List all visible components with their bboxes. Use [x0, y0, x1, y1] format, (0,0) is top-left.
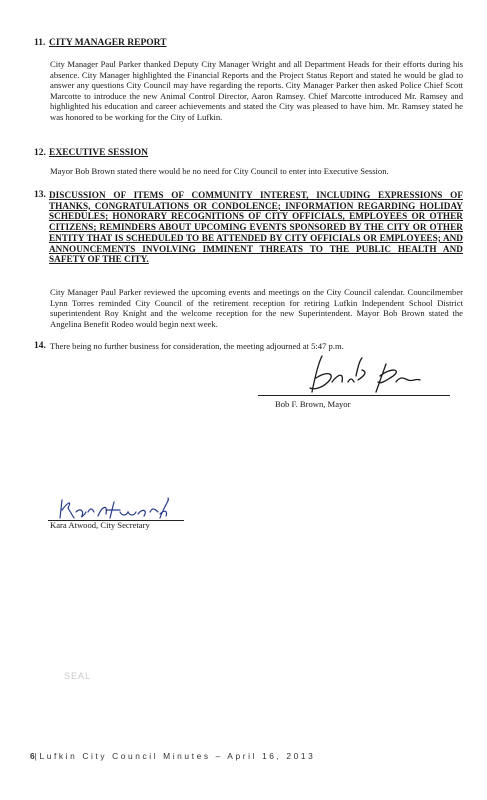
section-title: EXECUTIVE SESSION — [49, 148, 148, 158]
section-12-body: Mayor Bob Brown stated there would be no need for City Council to enter into Executive Session. — [50, 166, 389, 176]
seal-stamp: SEAL — [64, 671, 92, 681]
section-number: 11. — [34, 38, 46, 48]
section-14-body: There being no further business for consideration, the meeting adjourned at 5:47 p.m. — [50, 341, 344, 351]
page-footer — [30, 751, 315, 761]
section-number: 14. — [34, 341, 46, 351]
secretary-name: Kara Atwood, City Secretary — [50, 520, 150, 530]
footer-separator: | — [34, 751, 40, 761]
section-13-body: City Manager Paul Parker reviewed the upcoming events and meetings on the City Council calendar. Councilmember Lynn Torres reminded City Council of the retirement reception for retiring Lufkin Independent School District superintendent Roy Knight and the welcome reception for the new Superintendent. Mayor Bob Brown stated the Angelina Benefit Rodeo would begin next week. — [50, 287, 463, 329]
section-number: 12. — [34, 148, 46, 158]
footer-text: Lufkin City Council Minutes – April 16, 2013 — [39, 751, 316, 761]
section-title: CITY MANAGER REPORT — [49, 38, 167, 48]
section-number: 13. — [34, 190, 46, 200]
section-13-heading — [34, 190, 464, 275]
section-11-heading — [34, 38, 454, 50]
section-11-body: City Manager Paul Parker thanked Deputy City Manager Wright and all Department Heads for their efforts during his absence. City Manager highlighted the Financial Reports and the Project Status Report and stated he would be glad to answer any questions City Council may have regarding the reports. City Manager Parker then asked Police Chief Scott Marcotte to introduce the new Animal Control Director, Aaron Ramsey. Chief Marcotte introduced Mr. Ramsey and highlighted his education and career achievements and stated the City was pleased to have him. Mr. Ramsey stated he was honored to be working for the City of Lufkin. — [50, 59, 463, 122]
section-12-heading — [34, 148, 454, 160]
section-title: DISCUSSION OF ITEMS OF COMMUNITY INTEREST, INCLUDING EXPRESSIONS OF THANKS, CONGRATULATIONS OR CONDOLENCE; INFORMATION REGARDING HOLIDAY SCHEDULES; HONORARY RECOGNITIONS OF CITY OFFICIALS, EMPLOYEES OR OTHER CITIZENS; REMINDERS ABOUT UPCOMING EVENTS SPONSORED BY THE CITY OR OTHER ENTITY THAT IS SCHEDULED TO BE ATTENDED BY CITY OFFICIALS OR EMPLOYEES; AND ANNOUNCEMENTS INVOLVING IMMINENT THREATS TO THE PUBLIC HEALTH AND SAFETY OF THE CITY. — [49, 190, 463, 265]
page-number: 6 — [30, 751, 35, 761]
mayor-signature-line — [258, 395, 450, 396]
mayor-name: Bob F. Brown, Mayor — [275, 399, 351, 409]
